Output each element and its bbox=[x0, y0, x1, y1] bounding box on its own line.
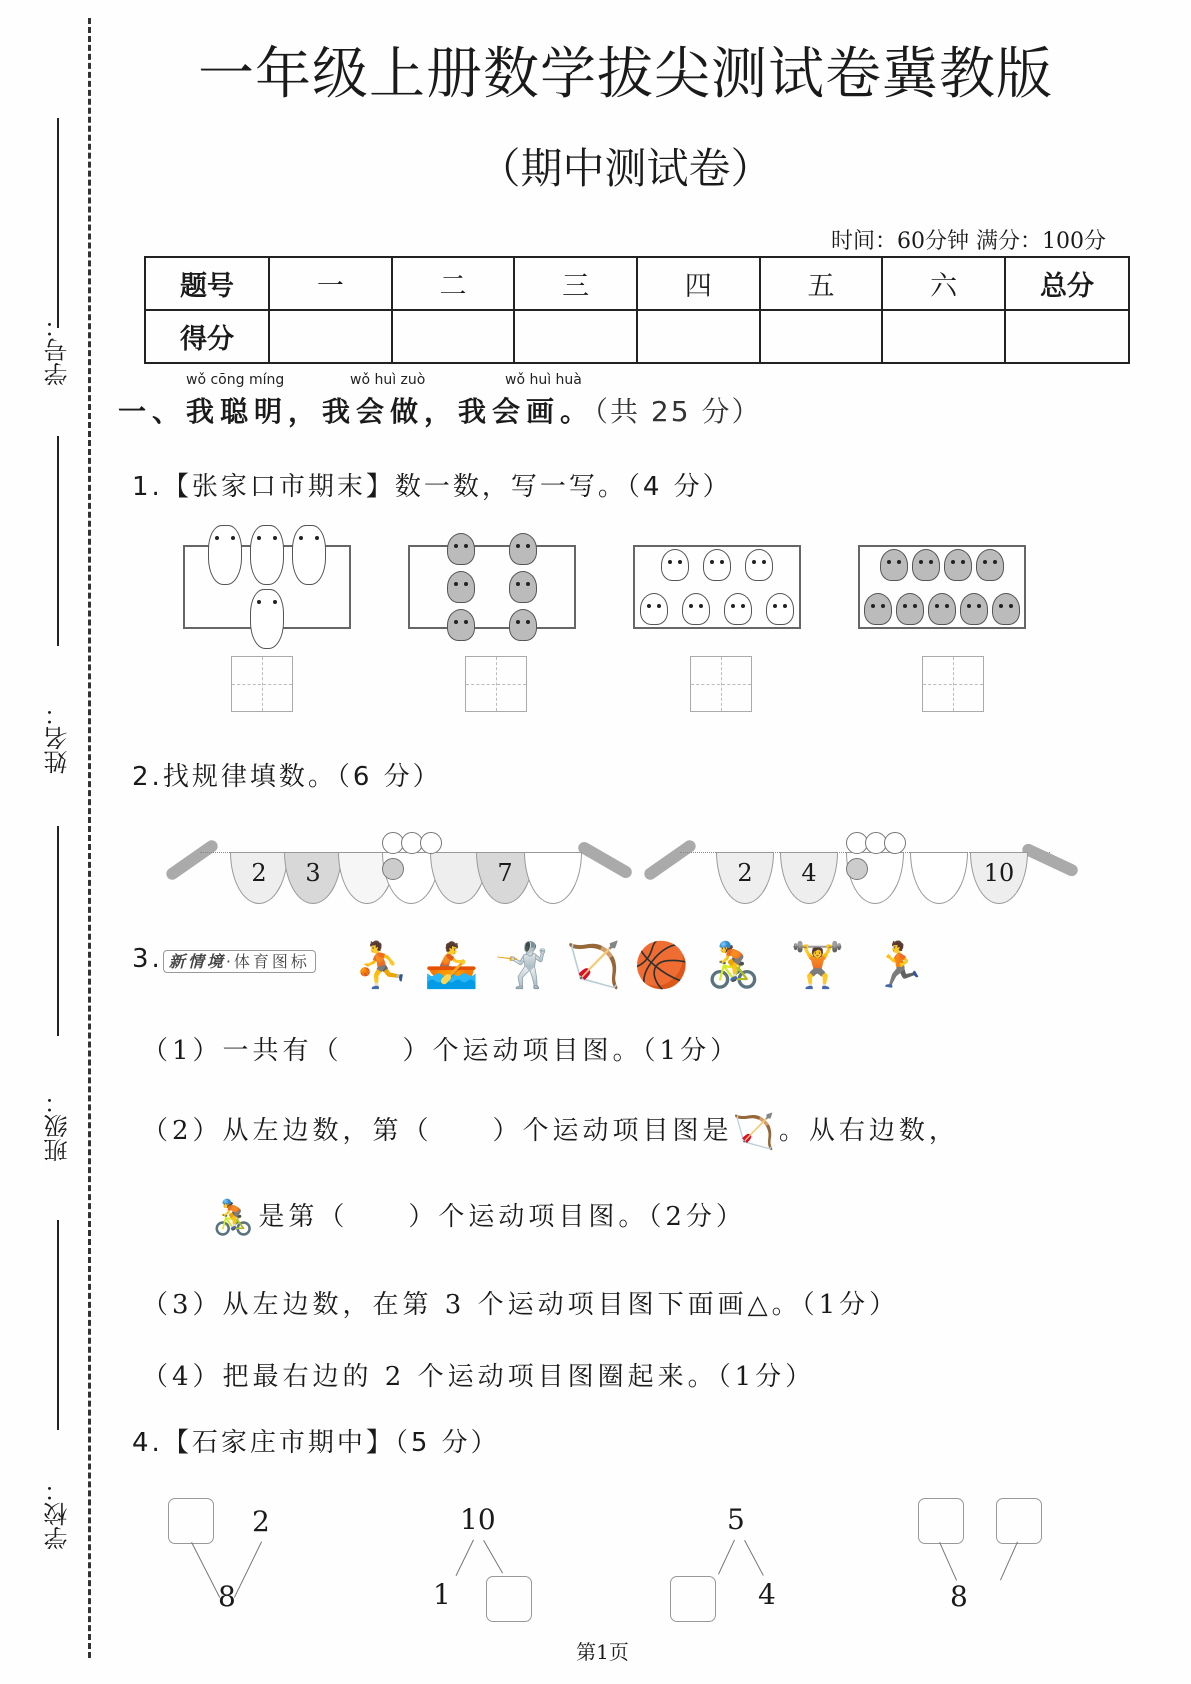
picture-mice bbox=[858, 545, 1026, 629]
archery-icon: 🏹 bbox=[732, 1112, 779, 1152]
picture-chicks bbox=[633, 545, 801, 629]
picture-rabbits bbox=[183, 545, 351, 629]
question-1 bbox=[132, 466, 732, 503]
pinyin-1: wǒ cōng míng bbox=[186, 372, 285, 388]
answer-box-chicks[interactable] bbox=[690, 656, 752, 712]
school-line[interactable] bbox=[57, 1220, 59, 1430]
picture-cats bbox=[408, 545, 576, 629]
question-2 bbox=[132, 756, 442, 793]
q3-sub2: （2）从左边数，第（ ）个运动项目图是🏹。从右边数， bbox=[142, 1112, 959, 1152]
school-label: 学校： bbox=[44, 1478, 72, 1550]
score-cell[interactable] bbox=[514, 310, 637, 363]
question-number: 4. bbox=[132, 1428, 163, 1458]
chick-icon bbox=[766, 593, 794, 625]
cat-icon bbox=[447, 571, 475, 603]
rabbit-icon bbox=[292, 525, 326, 585]
chick-icon bbox=[661, 549, 689, 581]
cat-icon bbox=[509, 533, 537, 565]
question-number: 3. bbox=[132, 944, 163, 974]
branch-icon bbox=[642, 838, 698, 882]
page-number: 第1页 bbox=[576, 1640, 629, 1664]
rabbit-icon bbox=[250, 589, 284, 649]
question-text: 数一数，写一写。（4 分） bbox=[394, 472, 732, 502]
exam-meta: 时间：60分钟 满分：100分 bbox=[831, 229, 1106, 254]
column-header: 六 bbox=[882, 257, 1005, 310]
section-points: （共 25 分） bbox=[594, 395, 762, 428]
answer-box-rabbits[interactable] bbox=[231, 656, 293, 712]
chick-icon bbox=[745, 549, 773, 581]
question-points: （5 分） bbox=[394, 1428, 500, 1458]
bond-answer-box[interactable] bbox=[670, 1576, 716, 1622]
rabbit-icon bbox=[208, 525, 242, 585]
bond-number: 5 bbox=[727, 1503, 745, 1536]
pinyin-2: wǒ huì zuò bbox=[350, 372, 426, 388]
table-row bbox=[145, 257, 1129, 310]
column-header: 三 bbox=[514, 257, 637, 310]
question-number: 1. bbox=[132, 472, 163, 502]
mouse-icon bbox=[976, 549, 1004, 581]
q3-sub4: （4）把最右边的 2 个运动项目图圈起来。（1分） bbox=[142, 1362, 816, 1392]
bond-line bbox=[1000, 1542, 1018, 1581]
bond-answer-box[interactable] bbox=[486, 1576, 532, 1622]
branch-icon bbox=[1020, 842, 1079, 878]
cat-icon bbox=[509, 609, 537, 641]
archery-icon: 🏹 bbox=[566, 940, 621, 991]
cat-icon bbox=[447, 533, 475, 565]
pennant: 7 bbox=[476, 852, 534, 904]
bond-number: 8 bbox=[218, 1580, 236, 1613]
pennant: 2 bbox=[230, 852, 288, 904]
cat-icon bbox=[447, 609, 475, 641]
q3-sub1: （1）一共有（ ）个运动项目图。（1分） bbox=[142, 1036, 741, 1066]
score-cell[interactable] bbox=[392, 310, 515, 363]
answer-box-cats[interactable] bbox=[465, 656, 527, 712]
column-header-total: 总分 bbox=[1005, 257, 1129, 310]
mouse-icon bbox=[960, 593, 988, 625]
score-table bbox=[144, 256, 1130, 364]
student-id-label: 学号： bbox=[44, 314, 72, 386]
section-heading bbox=[118, 390, 761, 430]
rowing-icon: 🚣 bbox=[424, 940, 479, 991]
bond-line bbox=[718, 1540, 735, 1575]
rabbit-icon bbox=[250, 525, 284, 585]
pennant-blank[interactable] bbox=[910, 852, 968, 904]
binding-dashed-line bbox=[88, 18, 91, 1658]
branch-icon bbox=[576, 840, 634, 880]
question-4 bbox=[132, 1422, 500, 1459]
bond-number: 10 bbox=[460, 1503, 496, 1536]
question-source: 【石家庄市期中】 bbox=[162, 1428, 395, 1458]
column-header: 四 bbox=[637, 257, 760, 310]
name-line[interactable] bbox=[57, 436, 59, 646]
answer-box-mice[interactable] bbox=[922, 656, 984, 712]
mouse-icon bbox=[864, 593, 892, 625]
mouse-icon bbox=[912, 549, 940, 581]
pennant: 3 bbox=[284, 852, 342, 904]
score-cell[interactable] bbox=[269, 310, 392, 363]
q3-sub3: （3）从左边数，在第 3 个运动项目图下面画△。（1分） bbox=[142, 1290, 900, 1320]
column-header: 二 bbox=[392, 257, 515, 310]
birds-icon bbox=[382, 832, 452, 858]
mouse-icon bbox=[944, 549, 972, 581]
pennant: 4 bbox=[780, 852, 838, 904]
running-icon: 🏃 bbox=[872, 940, 927, 991]
bond-line bbox=[456, 1540, 474, 1576]
score-cell-total[interactable] bbox=[1005, 310, 1129, 363]
table-row bbox=[145, 310, 1129, 363]
pinyin-3: wǒ huì huà bbox=[505, 372, 582, 388]
bond-line bbox=[191, 1542, 220, 1598]
row-header-question: 题号 bbox=[145, 257, 269, 310]
bond-number: 1 bbox=[433, 1578, 451, 1611]
score-cell[interactable] bbox=[637, 310, 760, 363]
score-cell[interactable] bbox=[760, 310, 883, 363]
chick-icon bbox=[682, 593, 710, 625]
row-header-score: 得分 bbox=[145, 310, 269, 363]
bond-number: 8 bbox=[950, 1580, 968, 1613]
bond-number: 2 bbox=[252, 1505, 270, 1538]
class-label: 班级： bbox=[44, 1090, 72, 1162]
mouse-icon bbox=[896, 593, 924, 625]
column-header: 五 bbox=[760, 257, 883, 310]
bond-answer-box[interactable] bbox=[918, 1498, 964, 1544]
bond-number: 4 bbox=[758, 1578, 776, 1611]
bond-line bbox=[234, 1542, 262, 1598]
question-source: 【张家口市期末】 bbox=[162, 472, 395, 502]
chick-icon bbox=[703, 549, 731, 581]
birds-icon bbox=[846, 832, 916, 858]
basketball-icon: 🏀 bbox=[634, 940, 689, 991]
column-header: 一 bbox=[269, 257, 392, 310]
chick-icon bbox=[640, 593, 668, 625]
pennant-blank[interactable] bbox=[524, 852, 582, 904]
section-title: 一、我聪明，我会做，我会画。 bbox=[118, 395, 595, 428]
mouse-icon bbox=[880, 549, 908, 581]
class-line[interactable] bbox=[57, 826, 59, 1036]
cat-icon bbox=[509, 571, 537, 603]
page-title: 一年级上册数学拔尖测试卷冀教版 bbox=[198, 42, 1053, 107]
page-subtitle: （期中测试卷） bbox=[478, 144, 773, 193]
football-icon: ⛹ bbox=[354, 940, 409, 991]
fencing-icon: 🤺 bbox=[494, 940, 549, 991]
score-cell[interactable] bbox=[882, 310, 1005, 363]
branch-icon bbox=[164, 838, 220, 882]
pennant: 2 bbox=[716, 852, 774, 904]
question-3 bbox=[132, 944, 316, 974]
bond-answer-box[interactable] bbox=[168, 1498, 214, 1544]
cycling-icon: 🚴 bbox=[212, 1198, 259, 1238]
bond-line bbox=[939, 1542, 957, 1581]
mouse-icon bbox=[928, 593, 956, 625]
bond-line bbox=[744, 1540, 764, 1576]
bond-answer-box[interactable] bbox=[996, 1498, 1042, 1544]
bond-line bbox=[483, 1540, 503, 1573]
question-text: 找规律填数。（6 分） bbox=[162, 762, 442, 792]
weightlifting-icon: 🏋 bbox=[790, 940, 845, 991]
context-tag: 新情境·体育图标 bbox=[163, 950, 316, 973]
chick-icon bbox=[724, 593, 752, 625]
mouse-icon bbox=[992, 593, 1020, 625]
cycling-icon: 🚴 bbox=[706, 940, 761, 991]
name-label: 姓名： bbox=[44, 702, 72, 774]
q3-sub2-cont: 🚴是第（ ）个运动项目图。（2分） bbox=[212, 1198, 746, 1238]
question-number: 2. bbox=[132, 762, 163, 792]
pennant: 10 bbox=[970, 852, 1028, 904]
